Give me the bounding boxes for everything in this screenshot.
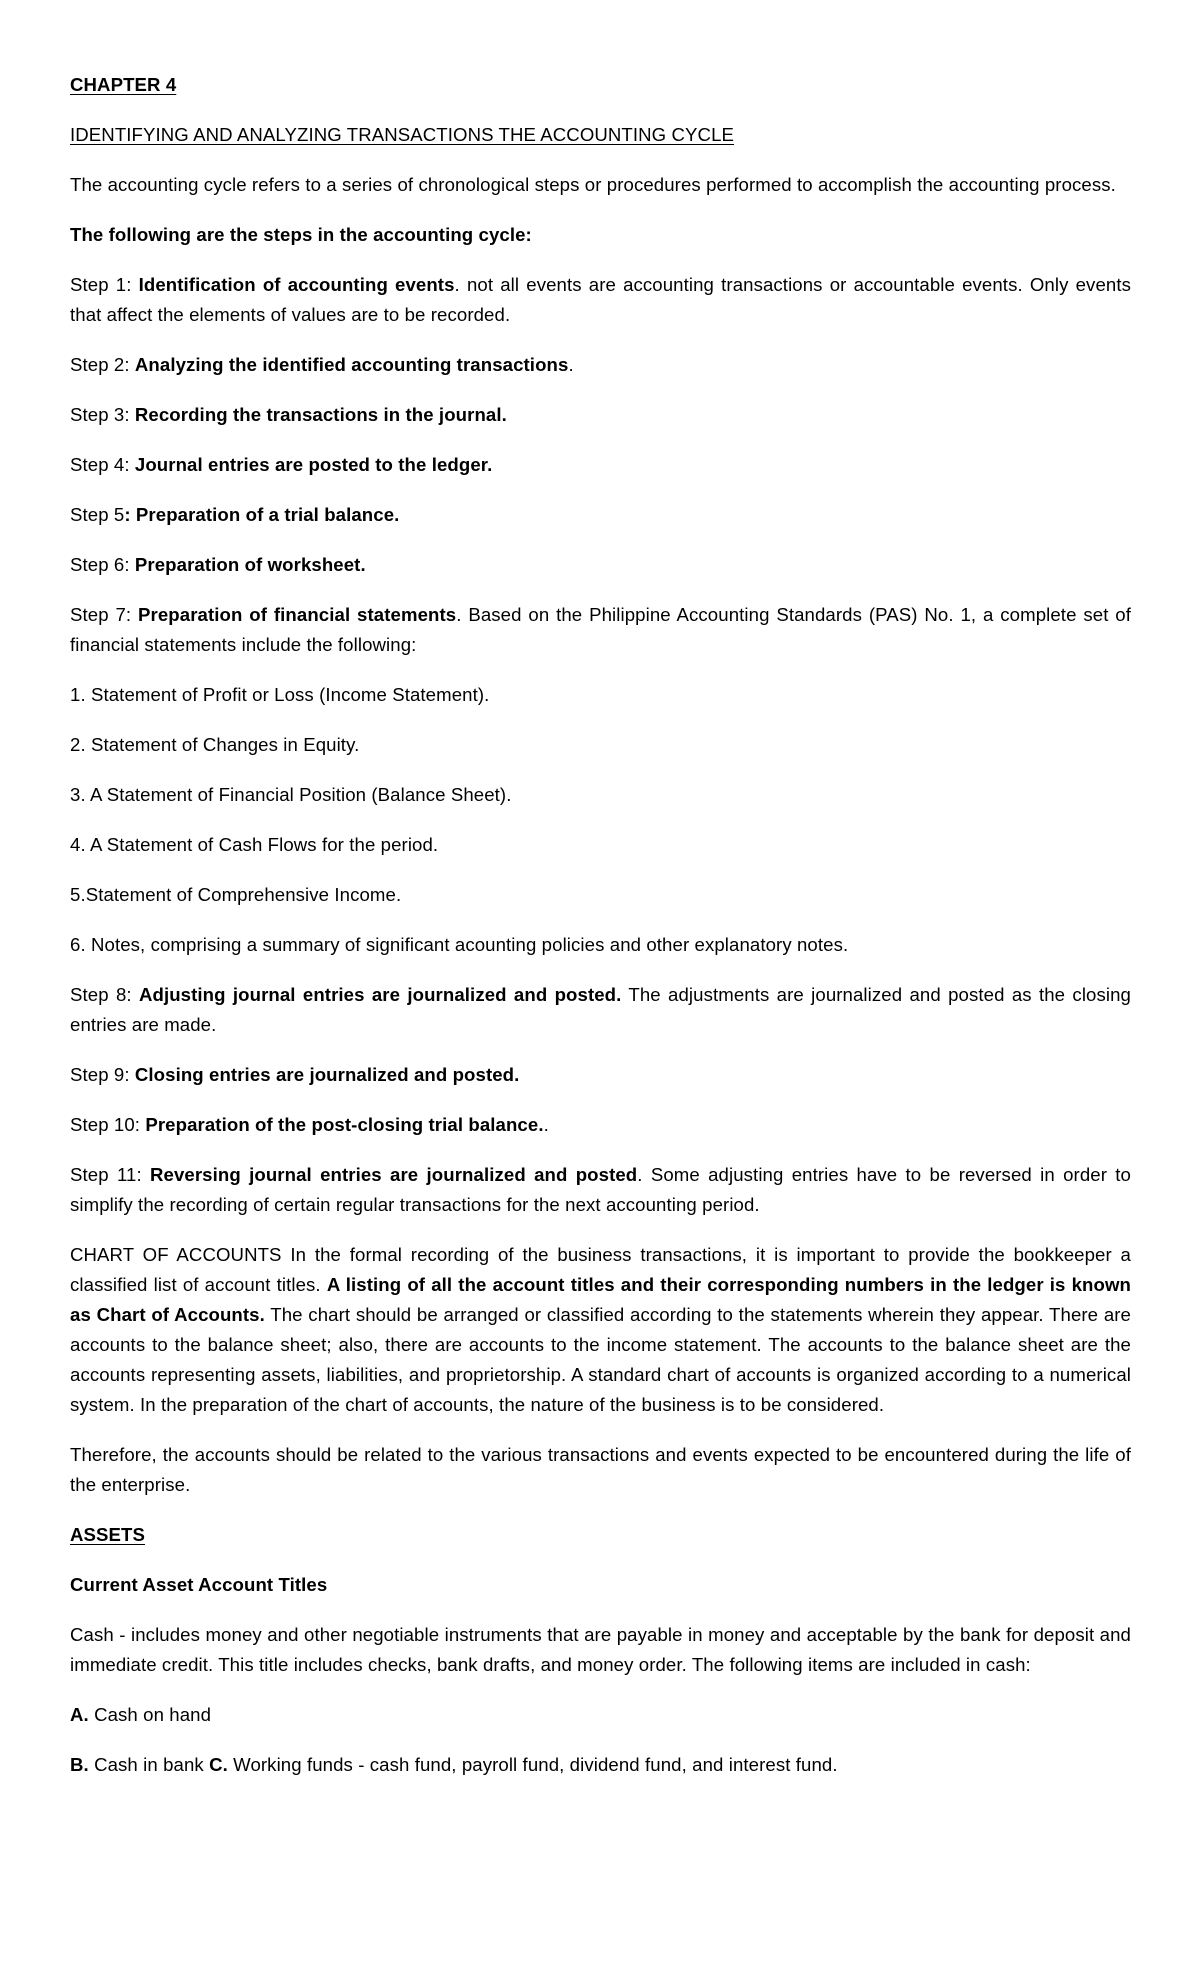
step-title: Closing entries are journalized and posted. [134,1064,520,1085]
step-title: Preparation of worksheet. [134,554,366,575]
step-label: Step 10: [70,1114,146,1135]
step-title: Preparation of financial statements [138,604,457,625]
step-title: Analyzing the identified accounting transactions [134,354,569,375]
step-label: Step 6: [70,554,135,575]
cash-item-b-c [70,1750,1131,1780]
step-title: Recording the transactions in the journal. [134,404,507,425]
assets-heading-text: ASSETS [70,1524,145,1545]
statement-item-2: 2. Statement of Changes in Equity. [70,734,360,755]
therefore-paragraph: Therefore, the accounts should be related to the various transactions and events expected to be encountered during the life of the enterprise. [70,1444,1131,1495]
chart-definition: A listing of all the account titles and their corresponding numbers in the ledger is known as Chart of Accounts. [70,1274,1131,1325]
step-10 [70,1110,1131,1140]
step-label: Step 2: [70,354,135,375]
item-label: A. [70,1704,89,1725]
step-label: Step 7: [70,604,139,625]
step-5 [70,500,1131,530]
chart-rest-text: The chart should be arranged or classified according to the statements wherein they appear. There are accounts to the balance sheet; also, there are accounts to the income statement. The accounts to the balance sheet are the accounts representing assets, liabilities, and proprietorship. A standard chart of accounts is organized according to a numerical system. In the preparation of the chart of accounts, the nature of the business is to be considered. [70,1304,1131,1415]
item-text: Cash on hand [88,1704,212,1725]
step-text: . [543,1114,549,1135]
item-text: Working funds - cash fund, payroll fund, dividend fund, and interest fund. [227,1754,838,1775]
chapter-title [70,120,1131,150]
step-title: Adjusting journal entries are journalized and posted. [138,984,622,1005]
chart-lead-text: CHART OF ACCOUNTS In the formal recording of the business transactions, it is important to provide the bookkeeper a classified list of account titles. [70,1244,1131,1295]
step-9 [70,1060,1131,1090]
steps-heading: The following are the steps in the accounting cycle: [70,224,532,245]
step-title: Identification of accounting events [138,274,455,295]
step-label: Step 5 [70,504,125,525]
step-text: . Based on the Philippine Accounting Standards (PAS) No. 1, a complete set of financial statements include the following: [70,604,1131,655]
step-label: Step 3: [70,404,135,425]
statement-item-5: 5.Statement of Comprehensive Income. [70,884,402,905]
step-6 [70,550,1131,580]
step-label: Step 4: [70,454,135,475]
step-title: Preparation of the post-closing trial balance. [145,1114,544,1135]
chapter-title-text: IDENTIFYING AND ANALYZING TRANSACTIONS THE ACCOUNTING CYCLE [70,124,735,145]
step-4 [70,450,1131,480]
step-text: . Some adjusting entries have to be reversed in order to simplify the recording of certain regular transactions for the next accounting period. [70,1164,1131,1215]
step-text: . not all events are accounting transactions or accountable events. Only events that affect the elements of values are to be recorded. [70,274,1131,325]
step-title: : Preparation of a trial balance. [124,504,400,525]
step-title: Journal entries are posted to the ledger. [134,454,493,475]
statement-item-4: 4. A Statement of Cash Flows for the period. [70,834,439,855]
step-1 [70,270,1131,330]
intro-paragraph: The accounting cycle refers to a series of chronological steps or procedures performed to accomplish the accounting process. [70,174,1116,195]
step-7 [70,600,1131,660]
cash-paragraph: Cash - includes money and other negotiable instruments that are payable in money and acceptable by the bank for deposit and immediate credit. This title includes checks, bank drafts, and money order. The following items are included in cash: [70,1624,1131,1675]
item-label: B. [70,1754,89,1775]
step-2 [70,350,1131,380]
step-label: Step 9: [70,1064,135,1085]
statement-item-1: 1. Statement of Profit or Loss (Income Statement). [70,684,490,705]
chart-of-accounts-paragraph [70,1240,1131,1420]
statement-item-3: 3. A Statement of Financial Position (Balance Sheet). [70,784,512,805]
cash-item-a [70,1700,1131,1730]
step-title: Reversing journal entries are journalized and posted [150,1164,638,1185]
step-label: Step 1: [70,274,139,295]
statement-item-6: 6. Notes, comprising a summary of significant acounting policies and other explanatory notes. [70,934,849,955]
step-11 [70,1160,1131,1220]
item-label: C. [209,1754,228,1775]
step-3 [70,400,1131,430]
step-text: . [568,354,574,375]
current-assets-heading: Current Asset Account Titles [70,1574,328,1595]
step-text: The adjustments are journalized and posted as the closing entries are made. [70,984,1131,1035]
chapter-heading [70,70,1131,100]
chapter-label: CHAPTER 4 [70,74,177,95]
step-label: Step 11: [70,1164,150,1185]
item-text: Cash in bank [88,1754,210,1775]
step-label: Step 8: [70,984,139,1005]
assets-heading [70,1520,1131,1550]
step-8 [70,980,1131,1040]
